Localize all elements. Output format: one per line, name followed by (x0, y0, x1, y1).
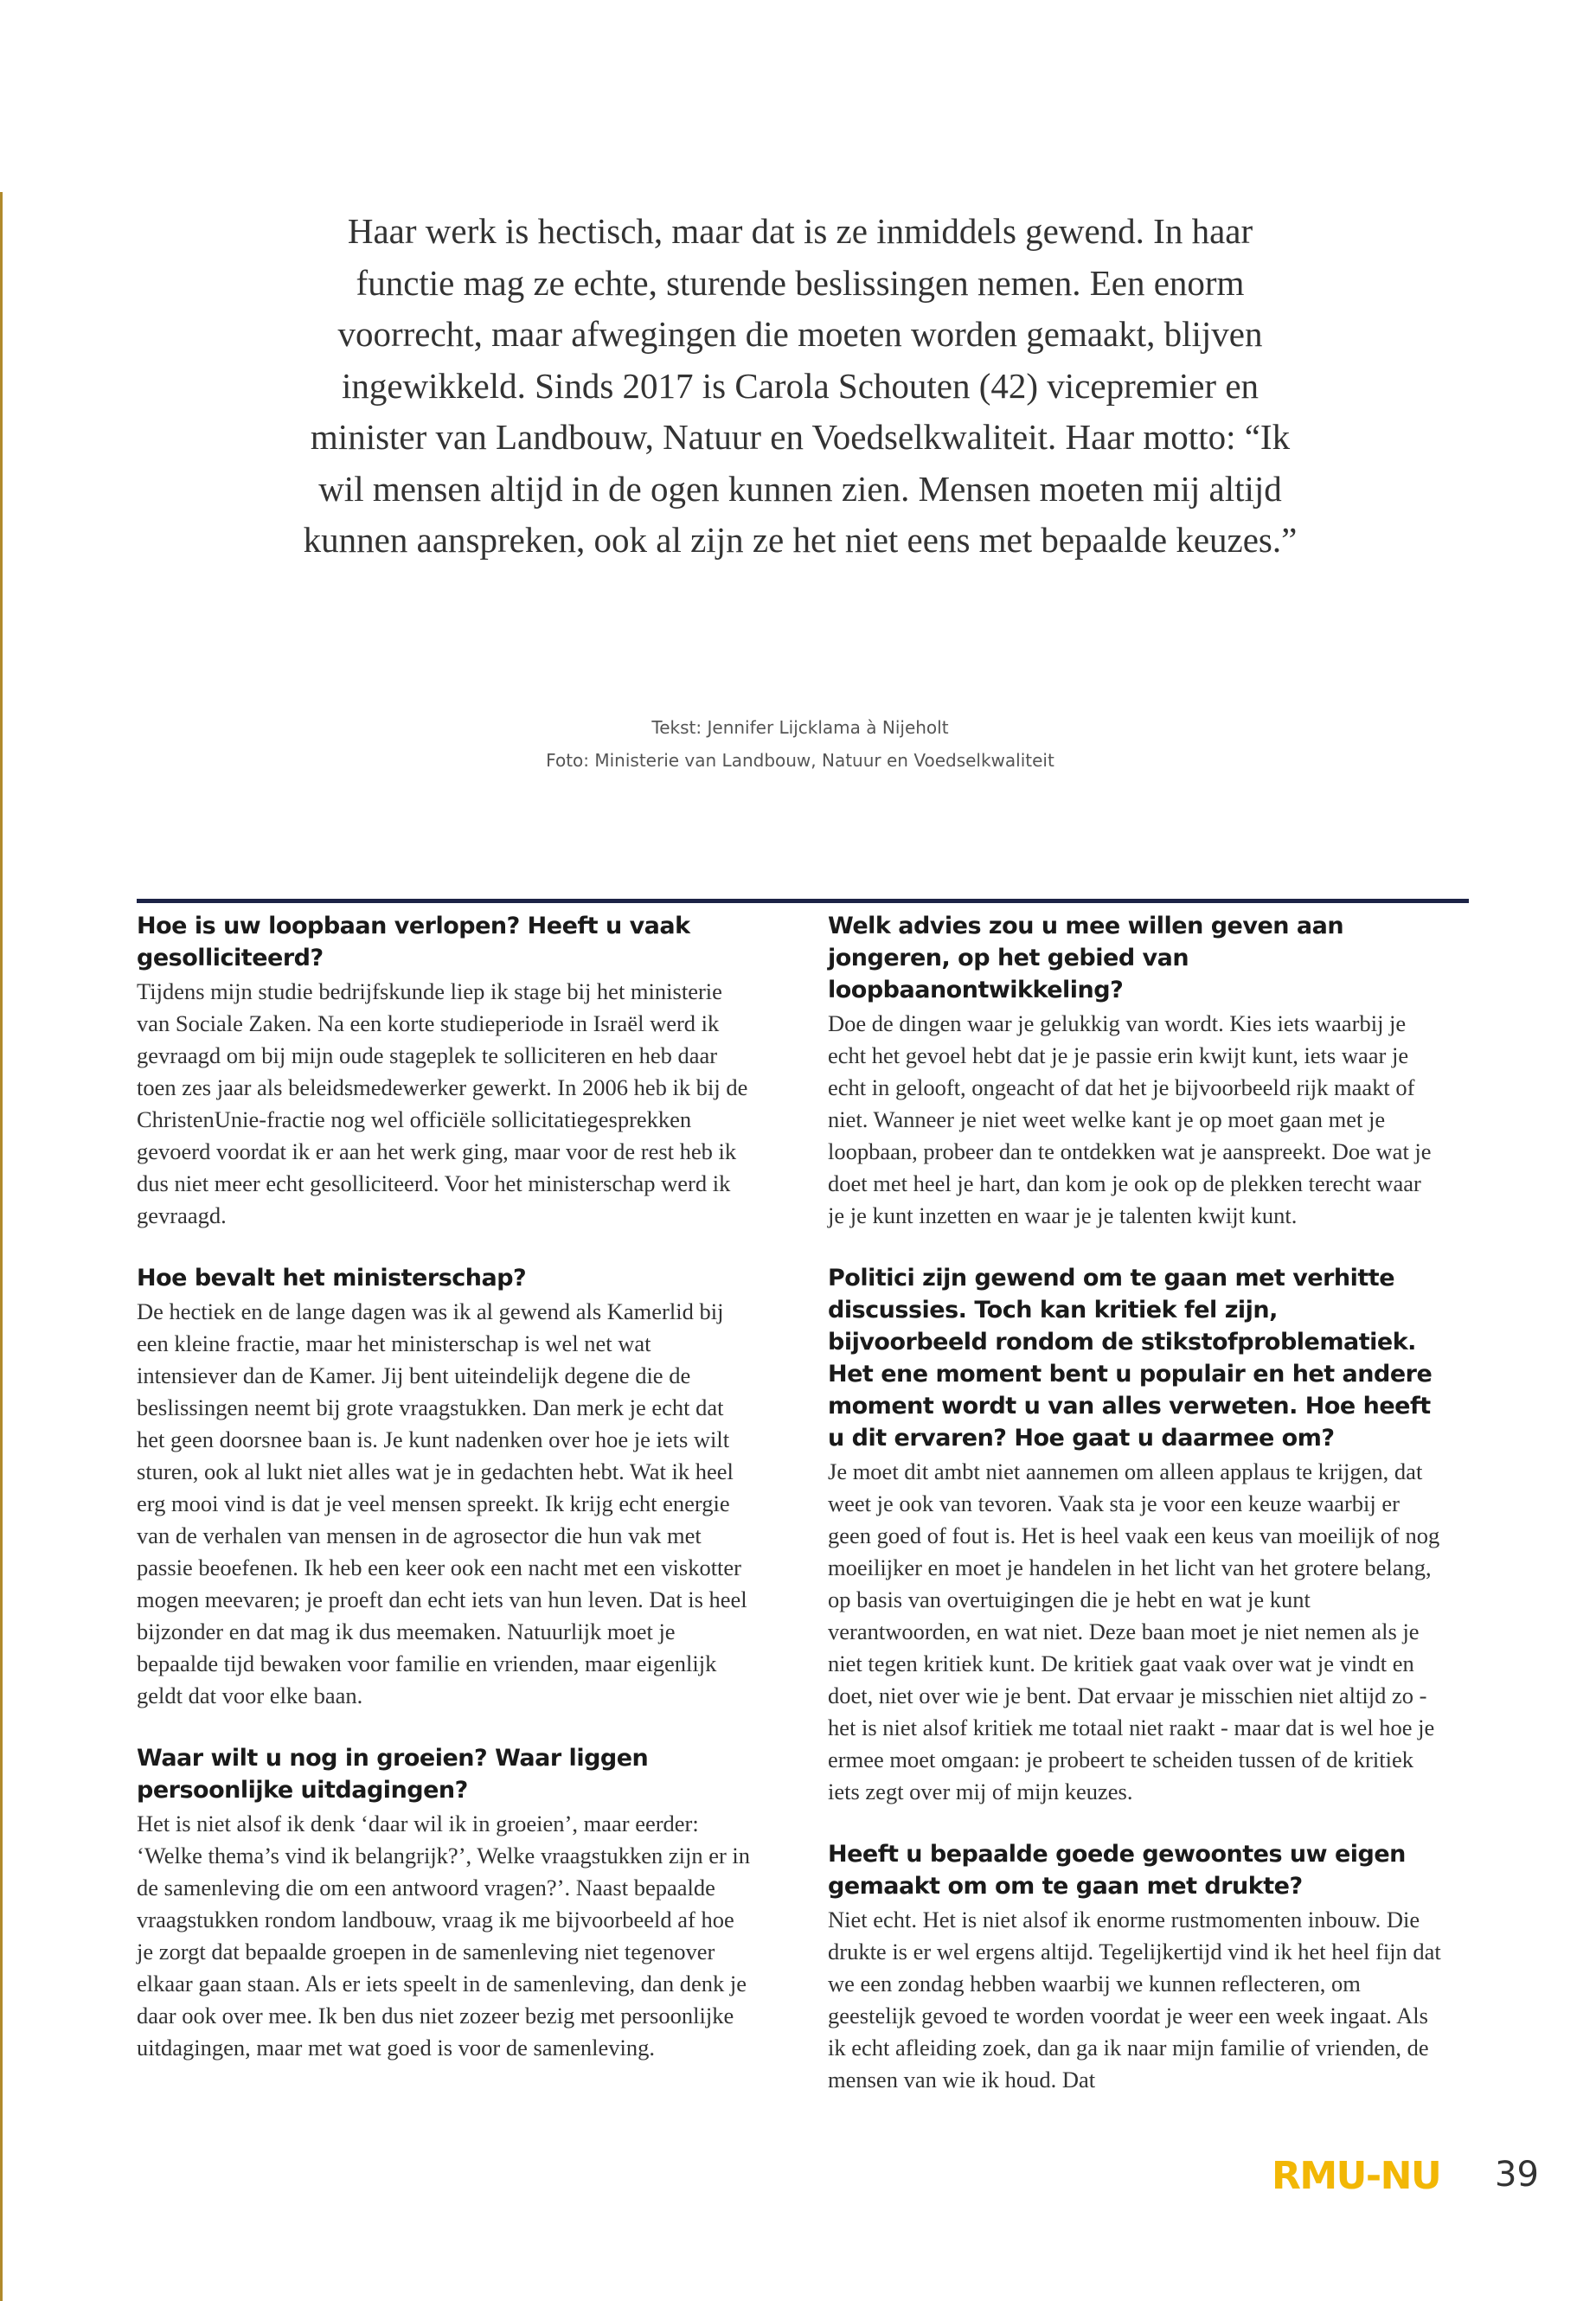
interview-section (137, 1742, 751, 2064)
credit-photo: Foto: Ministerie van Landbouw, Natuur en Voedselkwaliteit (546, 750, 1054, 771)
answer: De hectiek en de lange dagen was ik al gewend als Kamerlid bij een kleine fractie, maar het ministerschap is wel net wat intensiever dan de Kamer. Jij bent uiteindelijk degene die de beslissingen neemt bij grote vraagstukken. Dan merk je echt dat het geen doorsnee baan is. Je kunt nadenken over hoe je iets wilt sturen, ook al lukt niet alles wat je in gedachten hebt. Wat ik heel erg mooi vind is dat je veel mensen spreekt. Ik krijg echt energie van de verhalen van mensen in de agrosector die hun vak met passie beoefenen. Ik heb een keer ook een nacht met een viskotter mogen meevaren; je proeft dan echt iets van hun leven. Dat is heel bijzonder en dat mag ik dus meemaken. Natuurlijk moet je bepaalde tijd bewaken voor familie en vrienden, maar eigenlijk geldt dat voor elke baan. (137, 1298, 747, 1708)
interview-section (828, 1838, 1442, 2096)
answer: Het is niet alsof ik denk ‘daar wil ik in groeien’, maar eerder: ‘Welke thema’s vind ik belangrijk?’, Welke vraagstukken zijn er in de samenleving die om een antwoord vragen?’. Naast bepaalde vraagstukken rondom landbouw, vraag ik me bijvoorbeeld af hoe je zorgt dat bepaalde groepen in de samenleving niet tegenover elkaar gaan staan. Als er iets speelt in de samenleving, dan denk je daar ook over mee. Ik ben dus niet zozeer bezig met persoonlijke uitdagingen, maar met wat goed is voor de samenleving. (137, 1811, 751, 2061)
question: Hoe is uw loopbaan verlopen? Heeft u vaak gesolliciteerd? (137, 913, 690, 971)
answer: Niet echt. Het is niet alsof ik enorme rustmomenten inbouw. Die drukte is er wel ergens altijd. Tegelijkertijd vind ik het heel fijn dat we een zondag hebben waarbij we kunnen reflecteren, om geestelijk gevoed te worden voordat je weer een week ingaat. Als ik echt afleiding zoek, dan ga ik naar mijn familie of vrienden, de mensen van wie ik houd. Dat (828, 1907, 1441, 2093)
question: Waar wilt u nog in groeien? Waar liggen persoonlijke uitdagingen? (137, 1745, 649, 1804)
page-edge-stripe (0, 192, 3, 2301)
interview-section (828, 910, 1442, 1232)
left-column (137, 910, 751, 2094)
intro-text: Haar werk is hectisch, maar dat is ze inmiddels gewend. In haar functie mag ze echte, sturende beslissingen nemen. Een enorm voorrecht, maar afwegingen die moeten worden gemaakt, blijven ingewikkeld. Sinds 2017 is Carola Schouten (42) vicepremier en minister van Landbouw, Natuur en Voedselkwaliteit. Haar motto: “Ik wil mensen altijd in de ogen kunnen zien. Mensen moeten mij altijd kunnen aanspreken, ook al zijn ze het niet eens met bepaalde keuzes.” (303, 211, 1298, 560)
right-column (828, 910, 1442, 2126)
brand-logo: RMU-NU (1272, 2154, 1441, 2198)
intro-quote (294, 206, 1306, 567)
question: Heeft u bepaalde goede gewoontes uw eigen gemaakt om om te gaan met drukte? (828, 1841, 1406, 1900)
question: Politici zijn gewend om te gaan met verhitte discussies. Toch kan kritiek fel zijn, bijvoorbeeld rondom de stikstofproblematiek. Het ene moment bent u populair en het andere moment wordt u van alles verweten. Hoe heeft u dit ervaren? Hoe gaat u daarmee om? (828, 1265, 1433, 1452)
question: Welk advies zou u mee willen geven aan jongeren, op het gebied van loopbaanontwikkeling? (828, 913, 1344, 1003)
answer: Doe de dingen waar je gelukkig van wordt. Kies iets waarbij je echt het gevoel hebt dat je je passie erin kwijt kunt, iets waar je echt in gelooft, ongeacht of dat het je bijvoorbeeld rijk maakt of niet. Wanneer je niet weet welke kant je op moet gaan met je loopbaan, probeer dan te ontdekken wat je aanspreekt. Doe wat je doet met heel je hart, dan kom je ook op de plekken terecht waar je je kunt inzetten en waar je je talenten kwijt kunt. (828, 1010, 1432, 1228)
credit-text: Tekst: Jennifer Lijcklama à Nijeholt (651, 717, 949, 738)
page-number: 39 (1495, 2155, 1539, 2195)
question: Hoe bevalt het ministerschap? (137, 1265, 527, 1292)
interview-section (137, 910, 751, 1232)
answer: Tijdens mijn studie bedrijfskunde liep ik stage bij het ministerie van Sociale Zaken. Na een korte studieperiode in Israël werd ik gevraagd om bij mijn oude stageplek te solliciteren en heb daar toen zes jaar als beleidsmedewerker gewerkt. In 2006 heb ik bij de ChristenUnie-fractie nog wel officiële sollicitatiegesprekken gevoerd voordat ik er aan het werk ging, maar voor de rest heb ik dus niet meer echt gesolliciteerd. Voor het ministerschap werd ik gevraagd. (137, 978, 748, 1228)
interview-section (828, 1262, 1442, 1808)
credits (381, 711, 1220, 777)
answer: Je moet dit ambt niet aannemen om alleen applaus te krijgen, dat weet je ook van tevoren. Vaak sta je voor een keuze waarbij er geen goed of fout is. Het is heel vaak een keus van moeilijk of nog moeilijker en moet je handelen in het licht van het grotere belang, op basis van overtuigingen die je hebt en wat je kunt verantwoorden, en wat niet. Deze baan moet je niet nemen als je niet tegen kritiek kunt. De kritiek gaat vaak over wat je vindt en doet, niet over wie je bent. Dat ervaar je misschien niet altijd zo - het is niet alsof kritiek me totaal niet raakt - maar dat is wel hoe je ermee moet omgaan: je probeert te scheiden tussen of de kritiek iets zegt over mij of mijn keuzes. (828, 1458, 1440, 1804)
section-divider (137, 899, 1469, 903)
interview-section (137, 1262, 751, 1712)
